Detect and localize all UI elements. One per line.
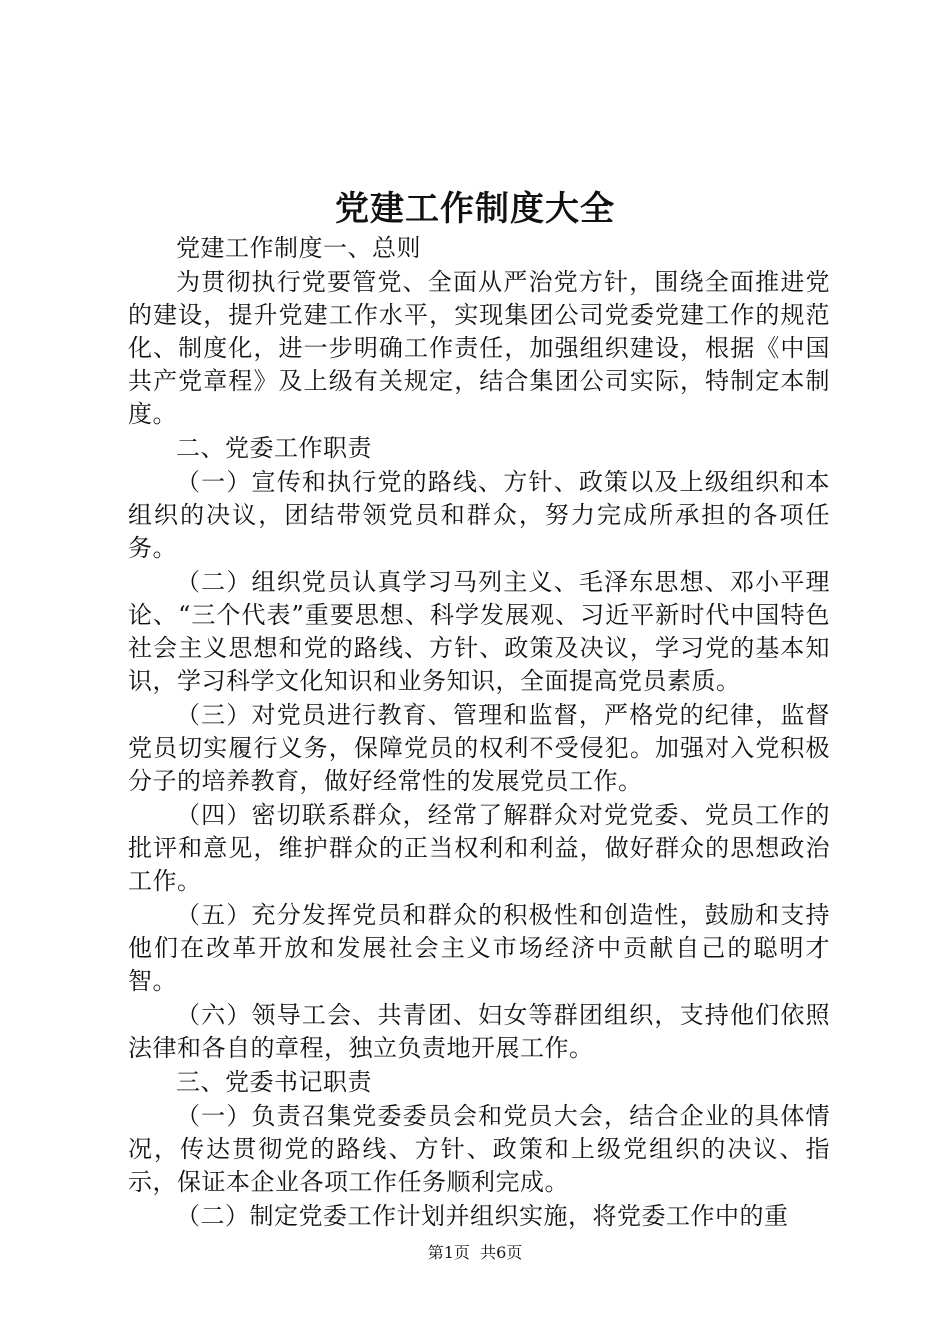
page-footer xyxy=(0,1242,950,1264)
paragraph: （四）密切联系群众，经常了解群众对党党委、党员工作的批评和意见，维护群众的正当权利和利益，做好群众的思想政治工作。 xyxy=(128,801,830,895)
paragraph: （二）制定党委工作计划并组织实施，将党委工作中的重 xyxy=(176,1202,789,1230)
paragraph: （一）负责召集党委委员会和党员大会，结合企业的具体情况，传达贯彻党的路线、方针、政策和上级党组织的决议、指示，保证本企业各项工作任务顺利完成。 xyxy=(128,1102,830,1196)
paragraph-section-2: 二、党委工作职责 xyxy=(176,434,372,462)
page-number: 第1页 xyxy=(427,1243,470,1262)
paragraph-section-3: 三、党委书记职责 xyxy=(176,1068,372,1096)
paragraph: （五）充分发挥党员和群众的积极性和创造性，鼓励和支持他们在改革开放和发展社会主义市场经济中贡献自己的聪明才智。 xyxy=(128,901,830,995)
paragraph: （一）宣传和执行党的路线、方针、政策以及上级组织和本组织的决议，团结带领党员和群众，努力完成所承担的各项任务。 xyxy=(128,468,830,562)
paragraph: （三）对党员进行教育、管理和监督，严格党的纪律，监督党员切实履行义务，保障党员的权利不受侵犯。加强对入党积极分子的培养教育，做好经常性的发展党员工作。 xyxy=(128,701,830,795)
total-pages: 共6页 xyxy=(480,1243,523,1262)
document-body xyxy=(128,232,830,1233)
paragraph: 为贯彻执行党要管党、全面从严治党方针，围绕全面推进党的建设，提升党建工作水平，实现集团公司党委党建工作的规范化、制度化，进一步明确工作责任，加强组织建设，根据《中国共产党章程》及上级有关规定，结合集团公司实际，特制定本制度。 xyxy=(128,268,830,428)
paragraph-section-1: 党建工作制度一、总则 xyxy=(176,234,421,262)
paragraph: （六）领导工会、共青团、妇女等群团组织，支持他们依照法律和各自的章程，独立负责地开展工作。 xyxy=(128,1001,830,1062)
document-title: 党建工作制度大全 xyxy=(335,189,615,229)
paragraph: （二）组织党员认真学习马列主义、毛泽东思想、邓小平理论、“三个代表”重要思想、科学发展观、习近平新时代中国特色社会主义思想和党的路线、方针、政策及决议，学习党的基本知识，学习科学文化知识和业务知识，全面提高党员素质。 xyxy=(128,568,830,695)
